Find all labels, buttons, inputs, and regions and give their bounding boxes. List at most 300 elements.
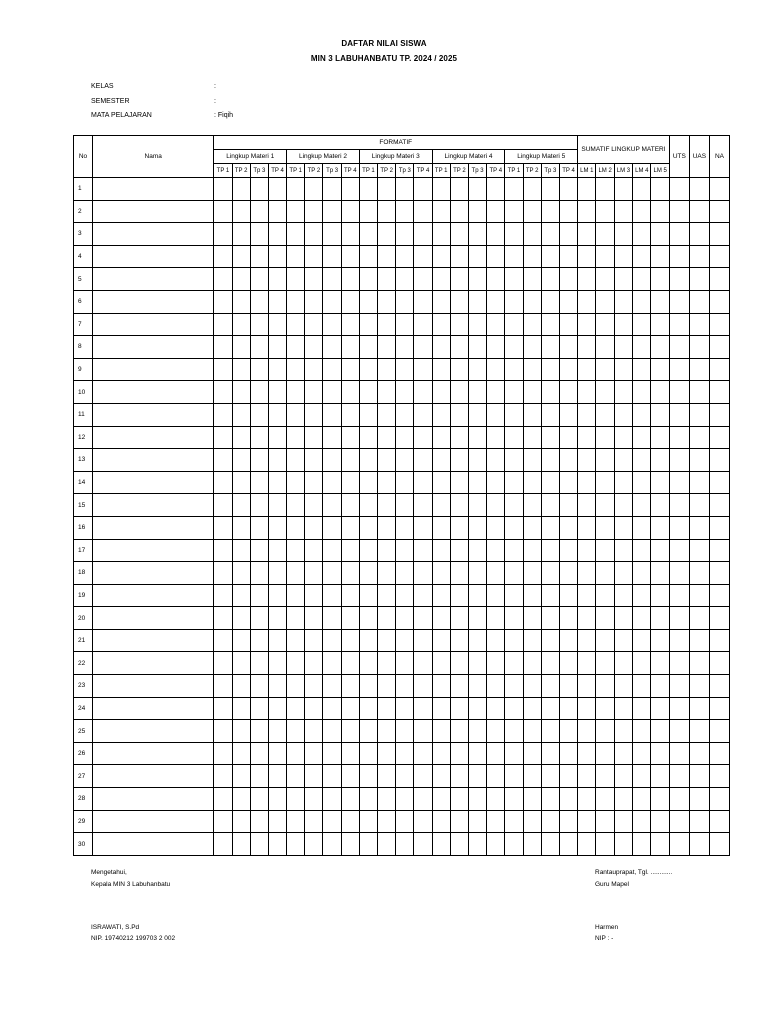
- grade-cell[interactable]: [268, 449, 286, 472]
- grade-cell[interactable]: [505, 313, 523, 336]
- grade-cell[interactable]: [614, 336, 632, 359]
- name-cell[interactable]: [93, 290, 214, 313]
- grade-cell[interactable]: [505, 290, 523, 313]
- grade-cell[interactable]: [596, 381, 614, 404]
- grade-cell[interactable]: [432, 675, 450, 698]
- grade-cell[interactable]: [651, 290, 669, 313]
- grade-cell[interactable]: [250, 697, 268, 720]
- grade-cell[interactable]: [214, 584, 232, 607]
- grade-cell[interactable]: [214, 313, 232, 336]
- grade-cell[interactable]: [341, 810, 359, 833]
- grade-cell[interactable]: [559, 290, 577, 313]
- grade-cell[interactable]: [709, 742, 729, 765]
- grade-cell[interactable]: [523, 539, 541, 562]
- grade-cell[interactable]: [523, 471, 541, 494]
- name-cell[interactable]: [93, 358, 214, 381]
- grade-cell[interactable]: [250, 471, 268, 494]
- grade-cell[interactable]: [359, 358, 377, 381]
- grade-cell[interactable]: [541, 516, 559, 539]
- grade-cell[interactable]: [505, 720, 523, 743]
- grade-cell[interactable]: [414, 562, 432, 585]
- grade-cell[interactable]: [250, 426, 268, 449]
- grade-cell[interactable]: [614, 584, 632, 607]
- grade-cell[interactable]: [450, 584, 468, 607]
- grade-cell[interactable]: [268, 245, 286, 268]
- grade-cell[interactable]: [359, 516, 377, 539]
- grade-cell[interactable]: [541, 336, 559, 359]
- grade-cell[interactable]: [450, 403, 468, 426]
- grade-cell[interactable]: [614, 788, 632, 811]
- grade-cell[interactable]: [323, 200, 341, 223]
- grade-cell[interactable]: [614, 381, 632, 404]
- grade-cell[interactable]: [359, 584, 377, 607]
- grade-cell[interactable]: [651, 358, 669, 381]
- grade-cell[interactable]: [651, 449, 669, 472]
- grade-cell[interactable]: [523, 765, 541, 788]
- grade-cell[interactable]: [287, 607, 305, 630]
- grade-cell[interactable]: [633, 494, 651, 517]
- grade-cell[interactable]: [468, 223, 486, 246]
- grade-cell[interactable]: [378, 516, 396, 539]
- grade-cell[interactable]: [633, 652, 651, 675]
- grade-cell[interactable]: [323, 403, 341, 426]
- grade-cell[interactable]: [633, 675, 651, 698]
- grade-cell[interactable]: [287, 268, 305, 291]
- grade-cell[interactable]: [709, 629, 729, 652]
- grade-cell[interactable]: [487, 200, 505, 223]
- grade-cell[interactable]: [669, 245, 689, 268]
- grade-cell[interactable]: [541, 539, 559, 562]
- grade-cell[interactable]: [323, 178, 341, 201]
- grade-cell[interactable]: [450, 675, 468, 698]
- grade-cell[interactable]: [232, 810, 250, 833]
- grade-cell[interactable]: [505, 607, 523, 630]
- grade-cell[interactable]: [305, 178, 323, 201]
- grade-cell[interactable]: [651, 833, 669, 856]
- grade-cell[interactable]: [669, 675, 689, 698]
- grade-cell[interactable]: [541, 584, 559, 607]
- grade-cell[interactable]: [523, 403, 541, 426]
- grade-cell[interactable]: [468, 178, 486, 201]
- grade-cell[interactable]: [287, 584, 305, 607]
- grade-cell[interactable]: [505, 403, 523, 426]
- grade-cell[interactable]: [468, 381, 486, 404]
- grade-cell[interactable]: [432, 403, 450, 426]
- grade-cell[interactable]: [487, 810, 505, 833]
- grade-cell[interactable]: [359, 178, 377, 201]
- grade-cell[interactable]: [414, 629, 432, 652]
- grade-cell[interactable]: [541, 607, 559, 630]
- grade-cell[interactable]: [468, 720, 486, 743]
- grade-cell[interactable]: [709, 313, 729, 336]
- grade-cell[interactable]: [268, 268, 286, 291]
- grade-cell[interactable]: [396, 810, 414, 833]
- grade-cell[interactable]: [232, 200, 250, 223]
- grade-cell[interactable]: [505, 788, 523, 811]
- grade-cell[interactable]: [378, 178, 396, 201]
- grade-cell[interactable]: [523, 833, 541, 856]
- grade-cell[interactable]: [669, 178, 689, 201]
- grade-cell[interactable]: [505, 742, 523, 765]
- grade-cell[interactable]: [633, 742, 651, 765]
- grade-cell[interactable]: [232, 336, 250, 359]
- grade-cell[interactable]: [268, 720, 286, 743]
- grade-cell[interactable]: [250, 178, 268, 201]
- grade-cell[interactable]: [414, 675, 432, 698]
- grade-cell[interactable]: [651, 810, 669, 833]
- grade-cell[interactable]: [323, 358, 341, 381]
- grade-cell[interactable]: [559, 471, 577, 494]
- grade-cell[interactable]: [709, 426, 729, 449]
- grade-cell[interactable]: [651, 562, 669, 585]
- grade-cell[interactable]: [359, 765, 377, 788]
- grade-cell[interactable]: [432, 471, 450, 494]
- grade-cell[interactable]: [505, 223, 523, 246]
- grade-cell[interactable]: [268, 313, 286, 336]
- grade-cell[interactable]: [414, 539, 432, 562]
- grade-cell[interactable]: [250, 516, 268, 539]
- grade-cell[interactable]: [633, 516, 651, 539]
- grade-cell[interactable]: [689, 697, 709, 720]
- grade-cell[interactable]: [487, 449, 505, 472]
- grade-cell[interactable]: [669, 268, 689, 291]
- grade-cell[interactable]: [341, 607, 359, 630]
- grade-cell[interactable]: [250, 652, 268, 675]
- grade-cell[interactable]: [651, 268, 669, 291]
- grade-cell[interactable]: [468, 742, 486, 765]
- grade-cell[interactable]: [578, 381, 596, 404]
- grade-cell[interactable]: [359, 833, 377, 856]
- grade-cell[interactable]: [709, 833, 729, 856]
- grade-cell[interactable]: [232, 494, 250, 517]
- grade-cell[interactable]: [669, 426, 689, 449]
- grade-cell[interactable]: [559, 426, 577, 449]
- grade-cell[interactable]: [614, 765, 632, 788]
- grade-cell[interactable]: [432, 810, 450, 833]
- grade-cell[interactable]: [232, 652, 250, 675]
- grade-cell[interactable]: [596, 810, 614, 833]
- grade-cell[interactable]: [559, 200, 577, 223]
- grade-cell[interactable]: [341, 245, 359, 268]
- grade-cell[interactable]: [523, 494, 541, 517]
- grade-cell[interactable]: [651, 629, 669, 652]
- grade-cell[interactable]: [523, 607, 541, 630]
- grade-cell[interactable]: [689, 449, 709, 472]
- grade-cell[interactable]: [596, 245, 614, 268]
- grade-cell[interactable]: [614, 629, 632, 652]
- grade-cell[interactable]: [378, 426, 396, 449]
- grade-cell[interactable]: [359, 494, 377, 517]
- grade-cell[interactable]: [214, 381, 232, 404]
- grade-cell[interactable]: [669, 833, 689, 856]
- grade-cell[interactable]: [633, 313, 651, 336]
- grade-cell[interactable]: [323, 336, 341, 359]
- grade-cell[interactable]: [323, 697, 341, 720]
- grade-cell[interactable]: [709, 788, 729, 811]
- grade-cell[interactable]: [709, 494, 729, 517]
- grade-cell[interactable]: [450, 223, 468, 246]
- grade-cell[interactable]: [487, 178, 505, 201]
- grade-cell[interactable]: [633, 629, 651, 652]
- grade-cell[interactable]: [633, 697, 651, 720]
- name-cell[interactable]: [93, 381, 214, 404]
- grade-cell[interactable]: [578, 562, 596, 585]
- grade-cell[interactable]: [378, 765, 396, 788]
- grade-cell[interactable]: [633, 178, 651, 201]
- grade-cell[interactable]: [214, 268, 232, 291]
- grade-cell[interactable]: [669, 494, 689, 517]
- grade-cell[interactable]: [396, 720, 414, 743]
- grade-cell[interactable]: [669, 223, 689, 246]
- grade-cell[interactable]: [214, 562, 232, 585]
- grade-cell[interactable]: [396, 516, 414, 539]
- grade-cell[interactable]: [578, 223, 596, 246]
- grade-cell[interactable]: [396, 245, 414, 268]
- name-cell[interactable]: [93, 720, 214, 743]
- grade-cell[interactable]: [689, 516, 709, 539]
- grade-cell[interactable]: [709, 584, 729, 607]
- grade-cell[interactable]: [468, 539, 486, 562]
- grade-cell[interactable]: [578, 494, 596, 517]
- grade-cell[interactable]: [523, 358, 541, 381]
- grade-cell[interactable]: [432, 697, 450, 720]
- grade-cell[interactable]: [505, 426, 523, 449]
- grade-cell[interactable]: [214, 652, 232, 675]
- grade-cell[interactable]: [268, 810, 286, 833]
- grade-cell[interactable]: [396, 381, 414, 404]
- grade-cell[interactable]: [689, 742, 709, 765]
- grade-cell[interactable]: [578, 652, 596, 675]
- grade-cell[interactable]: [505, 516, 523, 539]
- grade-cell[interactable]: [432, 381, 450, 404]
- grade-cell[interactable]: [487, 358, 505, 381]
- grade-cell[interactable]: [359, 720, 377, 743]
- grade-cell[interactable]: [414, 810, 432, 833]
- grade-cell[interactable]: [596, 494, 614, 517]
- grade-cell[interactable]: [323, 268, 341, 291]
- name-cell[interactable]: [93, 403, 214, 426]
- grade-cell[interactable]: [596, 449, 614, 472]
- grade-cell[interactable]: [341, 539, 359, 562]
- grade-cell[interactable]: [541, 426, 559, 449]
- grade-cell[interactable]: [341, 381, 359, 404]
- grade-cell[interactable]: [287, 290, 305, 313]
- grade-cell[interactable]: [250, 336, 268, 359]
- grade-cell[interactable]: [487, 381, 505, 404]
- grade-cell[interactable]: [468, 268, 486, 291]
- grade-cell[interactable]: [669, 403, 689, 426]
- grade-cell[interactable]: [341, 290, 359, 313]
- grade-cell[interactable]: [689, 584, 709, 607]
- grade-cell[interactable]: [268, 381, 286, 404]
- grade-cell[interactable]: [651, 381, 669, 404]
- grade-cell[interactable]: [450, 268, 468, 291]
- name-cell[interactable]: [93, 562, 214, 585]
- grade-cell[interactable]: [378, 629, 396, 652]
- grade-cell[interactable]: [541, 268, 559, 291]
- grade-cell[interactable]: [214, 403, 232, 426]
- grade-cell[interactable]: [232, 178, 250, 201]
- grade-cell[interactable]: [232, 290, 250, 313]
- grade-cell[interactable]: [578, 426, 596, 449]
- grade-cell[interactable]: [487, 742, 505, 765]
- grade-cell[interactable]: [669, 539, 689, 562]
- grade-cell[interactable]: [341, 516, 359, 539]
- grade-cell[interactable]: [505, 449, 523, 472]
- grade-cell[interactable]: [651, 652, 669, 675]
- grade-cell[interactable]: [250, 539, 268, 562]
- grade-cell[interactable]: [614, 742, 632, 765]
- grade-cell[interactable]: [614, 652, 632, 675]
- grade-cell[interactable]: [487, 697, 505, 720]
- grade-cell[interactable]: [596, 584, 614, 607]
- grade-cell[interactable]: [669, 810, 689, 833]
- grade-cell[interactable]: [596, 268, 614, 291]
- grade-cell[interactable]: [341, 426, 359, 449]
- grade-cell[interactable]: [305, 449, 323, 472]
- grade-cell[interactable]: [287, 426, 305, 449]
- grade-cell[interactable]: [614, 607, 632, 630]
- grade-cell[interactable]: [689, 381, 709, 404]
- grade-cell[interactable]: [250, 810, 268, 833]
- grade-cell[interactable]: [523, 652, 541, 675]
- grade-cell[interactable]: [305, 494, 323, 517]
- grade-cell[interactable]: [396, 539, 414, 562]
- grade-cell[interactable]: [468, 336, 486, 359]
- grade-cell[interactable]: [305, 268, 323, 291]
- grade-cell[interactable]: [487, 629, 505, 652]
- grade-cell[interactable]: [250, 675, 268, 698]
- grade-cell[interactable]: [541, 200, 559, 223]
- grade-cell[interactable]: [287, 539, 305, 562]
- grade-cell[interactable]: [250, 584, 268, 607]
- grade-cell[interactable]: [578, 516, 596, 539]
- grade-cell[interactable]: [541, 381, 559, 404]
- grade-cell[interactable]: [414, 268, 432, 291]
- grade-cell[interactable]: [268, 652, 286, 675]
- grade-cell[interactable]: [651, 539, 669, 562]
- grade-cell[interactable]: [323, 675, 341, 698]
- grade-cell[interactable]: [468, 584, 486, 607]
- grade-cell[interactable]: [505, 245, 523, 268]
- grade-cell[interactable]: [450, 471, 468, 494]
- grade-cell[interactable]: [523, 449, 541, 472]
- grade-cell[interactable]: [378, 403, 396, 426]
- grade-cell[interactable]: [633, 426, 651, 449]
- grade-cell[interactable]: [487, 562, 505, 585]
- grade-cell[interactable]: [559, 449, 577, 472]
- grade-cell[interactable]: [323, 539, 341, 562]
- grade-cell[interactable]: [669, 471, 689, 494]
- grade-cell[interactable]: [378, 358, 396, 381]
- grade-cell[interactable]: [578, 539, 596, 562]
- grade-cell[interactable]: [689, 810, 709, 833]
- grade-cell[interactable]: [250, 833, 268, 856]
- grade-cell[interactable]: [505, 765, 523, 788]
- grade-cell[interactable]: [578, 290, 596, 313]
- grade-cell[interactable]: [578, 629, 596, 652]
- name-cell[interactable]: [93, 268, 214, 291]
- grade-cell[interactable]: [651, 742, 669, 765]
- grade-cell[interactable]: [214, 449, 232, 472]
- grade-cell[interactable]: [709, 268, 729, 291]
- grade-cell[interactable]: [287, 313, 305, 336]
- grade-cell[interactable]: [341, 200, 359, 223]
- grade-cell[interactable]: [633, 833, 651, 856]
- grade-cell[interactable]: [268, 697, 286, 720]
- grade-cell[interactable]: [287, 675, 305, 698]
- grade-cell[interactable]: [541, 675, 559, 698]
- grade-cell[interactable]: [468, 494, 486, 517]
- grade-cell[interactable]: [232, 765, 250, 788]
- grade-cell[interactable]: [669, 629, 689, 652]
- grade-cell[interactable]: [487, 223, 505, 246]
- grade-cell[interactable]: [396, 629, 414, 652]
- grade-cell[interactable]: [305, 765, 323, 788]
- grade-cell[interactable]: [396, 223, 414, 246]
- grade-cell[interactable]: [305, 539, 323, 562]
- grade-cell[interactable]: [378, 381, 396, 404]
- grade-cell[interactable]: [250, 403, 268, 426]
- grade-cell[interactable]: [287, 403, 305, 426]
- grade-cell[interactable]: [614, 471, 632, 494]
- grade-cell[interactable]: [214, 788, 232, 811]
- grade-cell[interactable]: [396, 178, 414, 201]
- grade-cell[interactable]: [341, 313, 359, 336]
- grade-cell[interactable]: [633, 290, 651, 313]
- grade-cell[interactable]: [487, 675, 505, 698]
- grade-cell[interactable]: [578, 675, 596, 698]
- grade-cell[interactable]: [468, 290, 486, 313]
- grade-cell[interactable]: [487, 584, 505, 607]
- grade-cell[interactable]: [450, 426, 468, 449]
- grade-cell[interactable]: [709, 178, 729, 201]
- grade-cell[interactable]: [523, 788, 541, 811]
- grade-cell[interactable]: [232, 516, 250, 539]
- grade-cell[interactable]: [669, 652, 689, 675]
- grade-cell[interactable]: [378, 223, 396, 246]
- grade-cell[interactable]: [578, 607, 596, 630]
- grade-cell[interactable]: [689, 245, 709, 268]
- grade-cell[interactable]: [432, 358, 450, 381]
- grade-cell[interactable]: [596, 788, 614, 811]
- grade-cell[interactable]: [651, 675, 669, 698]
- grade-cell[interactable]: [359, 245, 377, 268]
- grade-cell[interactable]: [541, 652, 559, 675]
- grade-cell[interactable]: [633, 584, 651, 607]
- grade-cell[interactable]: [689, 358, 709, 381]
- grade-cell[interactable]: [651, 471, 669, 494]
- name-cell[interactable]: [93, 539, 214, 562]
- grade-cell[interactable]: [323, 720, 341, 743]
- grade-cell[interactable]: [468, 471, 486, 494]
- grade-cell[interactable]: [487, 652, 505, 675]
- grade-cell[interactable]: [450, 245, 468, 268]
- grade-cell[interactable]: [450, 788, 468, 811]
- grade-cell[interactable]: [232, 539, 250, 562]
- grade-cell[interactable]: [633, 765, 651, 788]
- grade-cell[interactable]: [432, 720, 450, 743]
- grade-cell[interactable]: [323, 833, 341, 856]
- grade-cell[interactable]: [323, 471, 341, 494]
- grade-cell[interactable]: [709, 562, 729, 585]
- grade-cell[interactable]: [341, 562, 359, 585]
- grade-cell[interactable]: [541, 697, 559, 720]
- grade-cell[interactable]: [250, 629, 268, 652]
- grade-cell[interactable]: [268, 765, 286, 788]
- grade-cell[interactable]: [432, 313, 450, 336]
- grade-cell[interactable]: [214, 426, 232, 449]
